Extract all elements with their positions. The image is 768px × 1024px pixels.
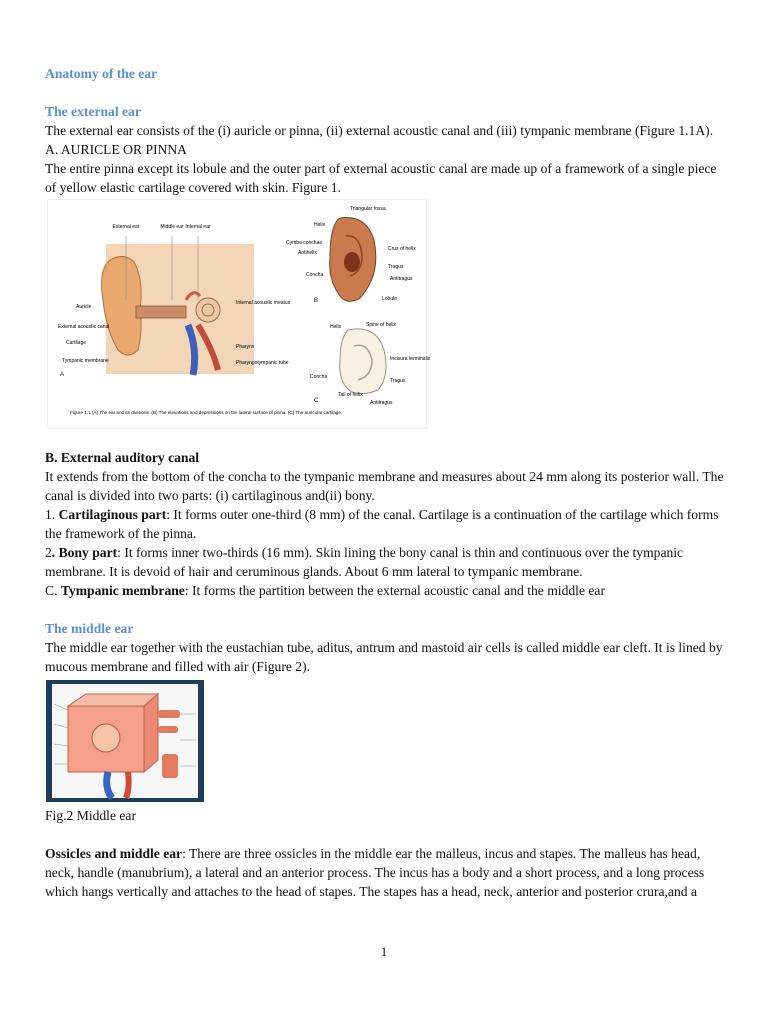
document-page xyxy=(45,64,725,901)
external-ear-heading: The external ear xyxy=(45,104,141,119)
canal-text: It extends from the bottom of the concha to the tympanic membrane and measures about 24 mm along its posterior wall. The canal is divided into two parts: (i) cartilaginous and(ii) bony. xyxy=(45,469,724,503)
label-lobule: Lobule xyxy=(382,296,398,302)
ear-canal-shape xyxy=(136,306,186,318)
label-tail-of-helix: Tail of helix xyxy=(338,392,363,398)
label-concha: Concha xyxy=(306,272,324,278)
label-middle-ear: Middle ear xyxy=(160,224,184,230)
figure-1-caption: Figure 1.1 (A) The ear and its divisions. (B) The elevations and depressions on the lateral surface of pinna. (C) The auricular cartilage. xyxy=(70,410,343,415)
label-concha-c: Concha xyxy=(310,374,328,380)
bony-part-term: . Bony part xyxy=(51,545,118,560)
label-crus-of-helix: Crus of helix xyxy=(388,246,416,252)
canal-heading: B. External auditory canal xyxy=(45,450,200,465)
auricle-text: The entire pinna except its lobule and the outer part of external acoustic canal are made up of a framework of a single piece of yellow elastic cartilage covered with skin. Figure 1. xyxy=(45,161,717,195)
label-tragus-c: Tragus xyxy=(390,378,406,384)
label-antitragus-c: Antitragus xyxy=(370,400,393,406)
label-auricle: Auricle xyxy=(76,304,92,310)
cochlea-shape xyxy=(196,298,220,322)
tympanic-membrane-term: Tympanic membrane xyxy=(60,583,185,598)
external-ear-intro: The external ear consists of the (i) auricle or pinna, (ii) external acoustic canal and (iii) tympanic membrane (Figure 1.1A). xyxy=(45,123,714,138)
label-panel-b: B xyxy=(314,298,319,304)
cartilage-shape xyxy=(340,329,386,394)
label-helix: Helix xyxy=(314,222,326,228)
ossicles-term: Ossicles and middle ear xyxy=(45,846,183,861)
label-antitragus: Antitragus xyxy=(390,276,413,282)
label-cartilage: Cartilage xyxy=(66,340,87,346)
figure-2-middle-ear xyxy=(46,680,204,802)
label-antihelix: Antihelix xyxy=(298,250,317,256)
page-number: 1 xyxy=(380,944,388,959)
middle-ear-heading: The middle ear xyxy=(45,621,134,636)
label-spine-of-helix: Spine of helix xyxy=(366,322,397,328)
label-panel-a: A xyxy=(60,372,65,378)
label-cymba-conchae: Cymba conchae xyxy=(286,240,323,246)
document-title: Anatomy of the ear xyxy=(45,66,158,81)
tympanic-membrane-paragraph: C. Tympanic membrane: It forms the partition between the external acoustic canal and the middle ear xyxy=(45,583,605,598)
figure-2-caption: Fig.2 Middle ear xyxy=(45,808,136,823)
figure-2-illustration xyxy=(46,680,204,802)
label-helix-c: Helix xyxy=(330,324,342,330)
bony-part-paragraph: 2. Bony part: It forms inner two-thirds (16 mm). Skin lining the bony canal is thin and continuous over the tympanic membrane. It is devoid of hair and ceruminous glands. About 6 mm lateral to tympanic membrane. xyxy=(45,545,684,579)
label-panel-c: C xyxy=(314,398,319,404)
label-ext-acoustic-canal: External acoustic canal xyxy=(58,324,110,330)
cartilaginous-part-paragraph: 1. Cartilaginous part: It forms outer one-third (8 mm) of the canal. Cartilage is a continuation of the cartilage which forms the framework of the pinna. xyxy=(45,507,719,541)
label-pharynx: Pharynx xyxy=(236,344,255,350)
cartilaginous-part-term: Cartilaginous part xyxy=(58,507,167,522)
auricle-heading: A. AURICLE OR PINNA xyxy=(45,142,187,157)
label-tragus: Tragus xyxy=(388,264,404,270)
label-external-ear: External ear xyxy=(112,224,140,230)
ossicles-paragraph: Ossicles and middle ear: There are three ossicles in the middle ear the malleus, incus and stapes. The malleus has head, neck, handle (manubrium), a lateral and an anterior process. The incus has a body and a short process, and a long process which hangs vertically and attaches to the head of stapes. The stapes has a head, neck, anterior and posterior crura,and a xyxy=(45,846,705,899)
figure-1-illustration xyxy=(48,200,431,428)
label-internal-ear: Internal ear xyxy=(185,224,211,230)
ossicle-region-shape xyxy=(92,724,120,752)
label-internal-acoustic-meatus: Internal acoustic meatus xyxy=(236,300,291,306)
label-triangular-fossa: Triangular fossa xyxy=(350,206,386,212)
label-pharyngotympanic-tube: Pharyngotympanic tube xyxy=(236,360,289,366)
figure-1-ear-anatomy xyxy=(47,199,431,429)
middle-ear-text: The middle ear together with the eustachian tube, aditus, antrum and mastoid air cells is called middle ear cleft. It is lined by mucous membrane and filled with air (Figure 2). xyxy=(45,640,723,674)
label-incisura-terminalis: Incisura terminalis xyxy=(390,356,431,362)
label-tympanic-membrane: Tympanic membrane xyxy=(62,358,109,364)
concha-shape xyxy=(344,252,360,272)
